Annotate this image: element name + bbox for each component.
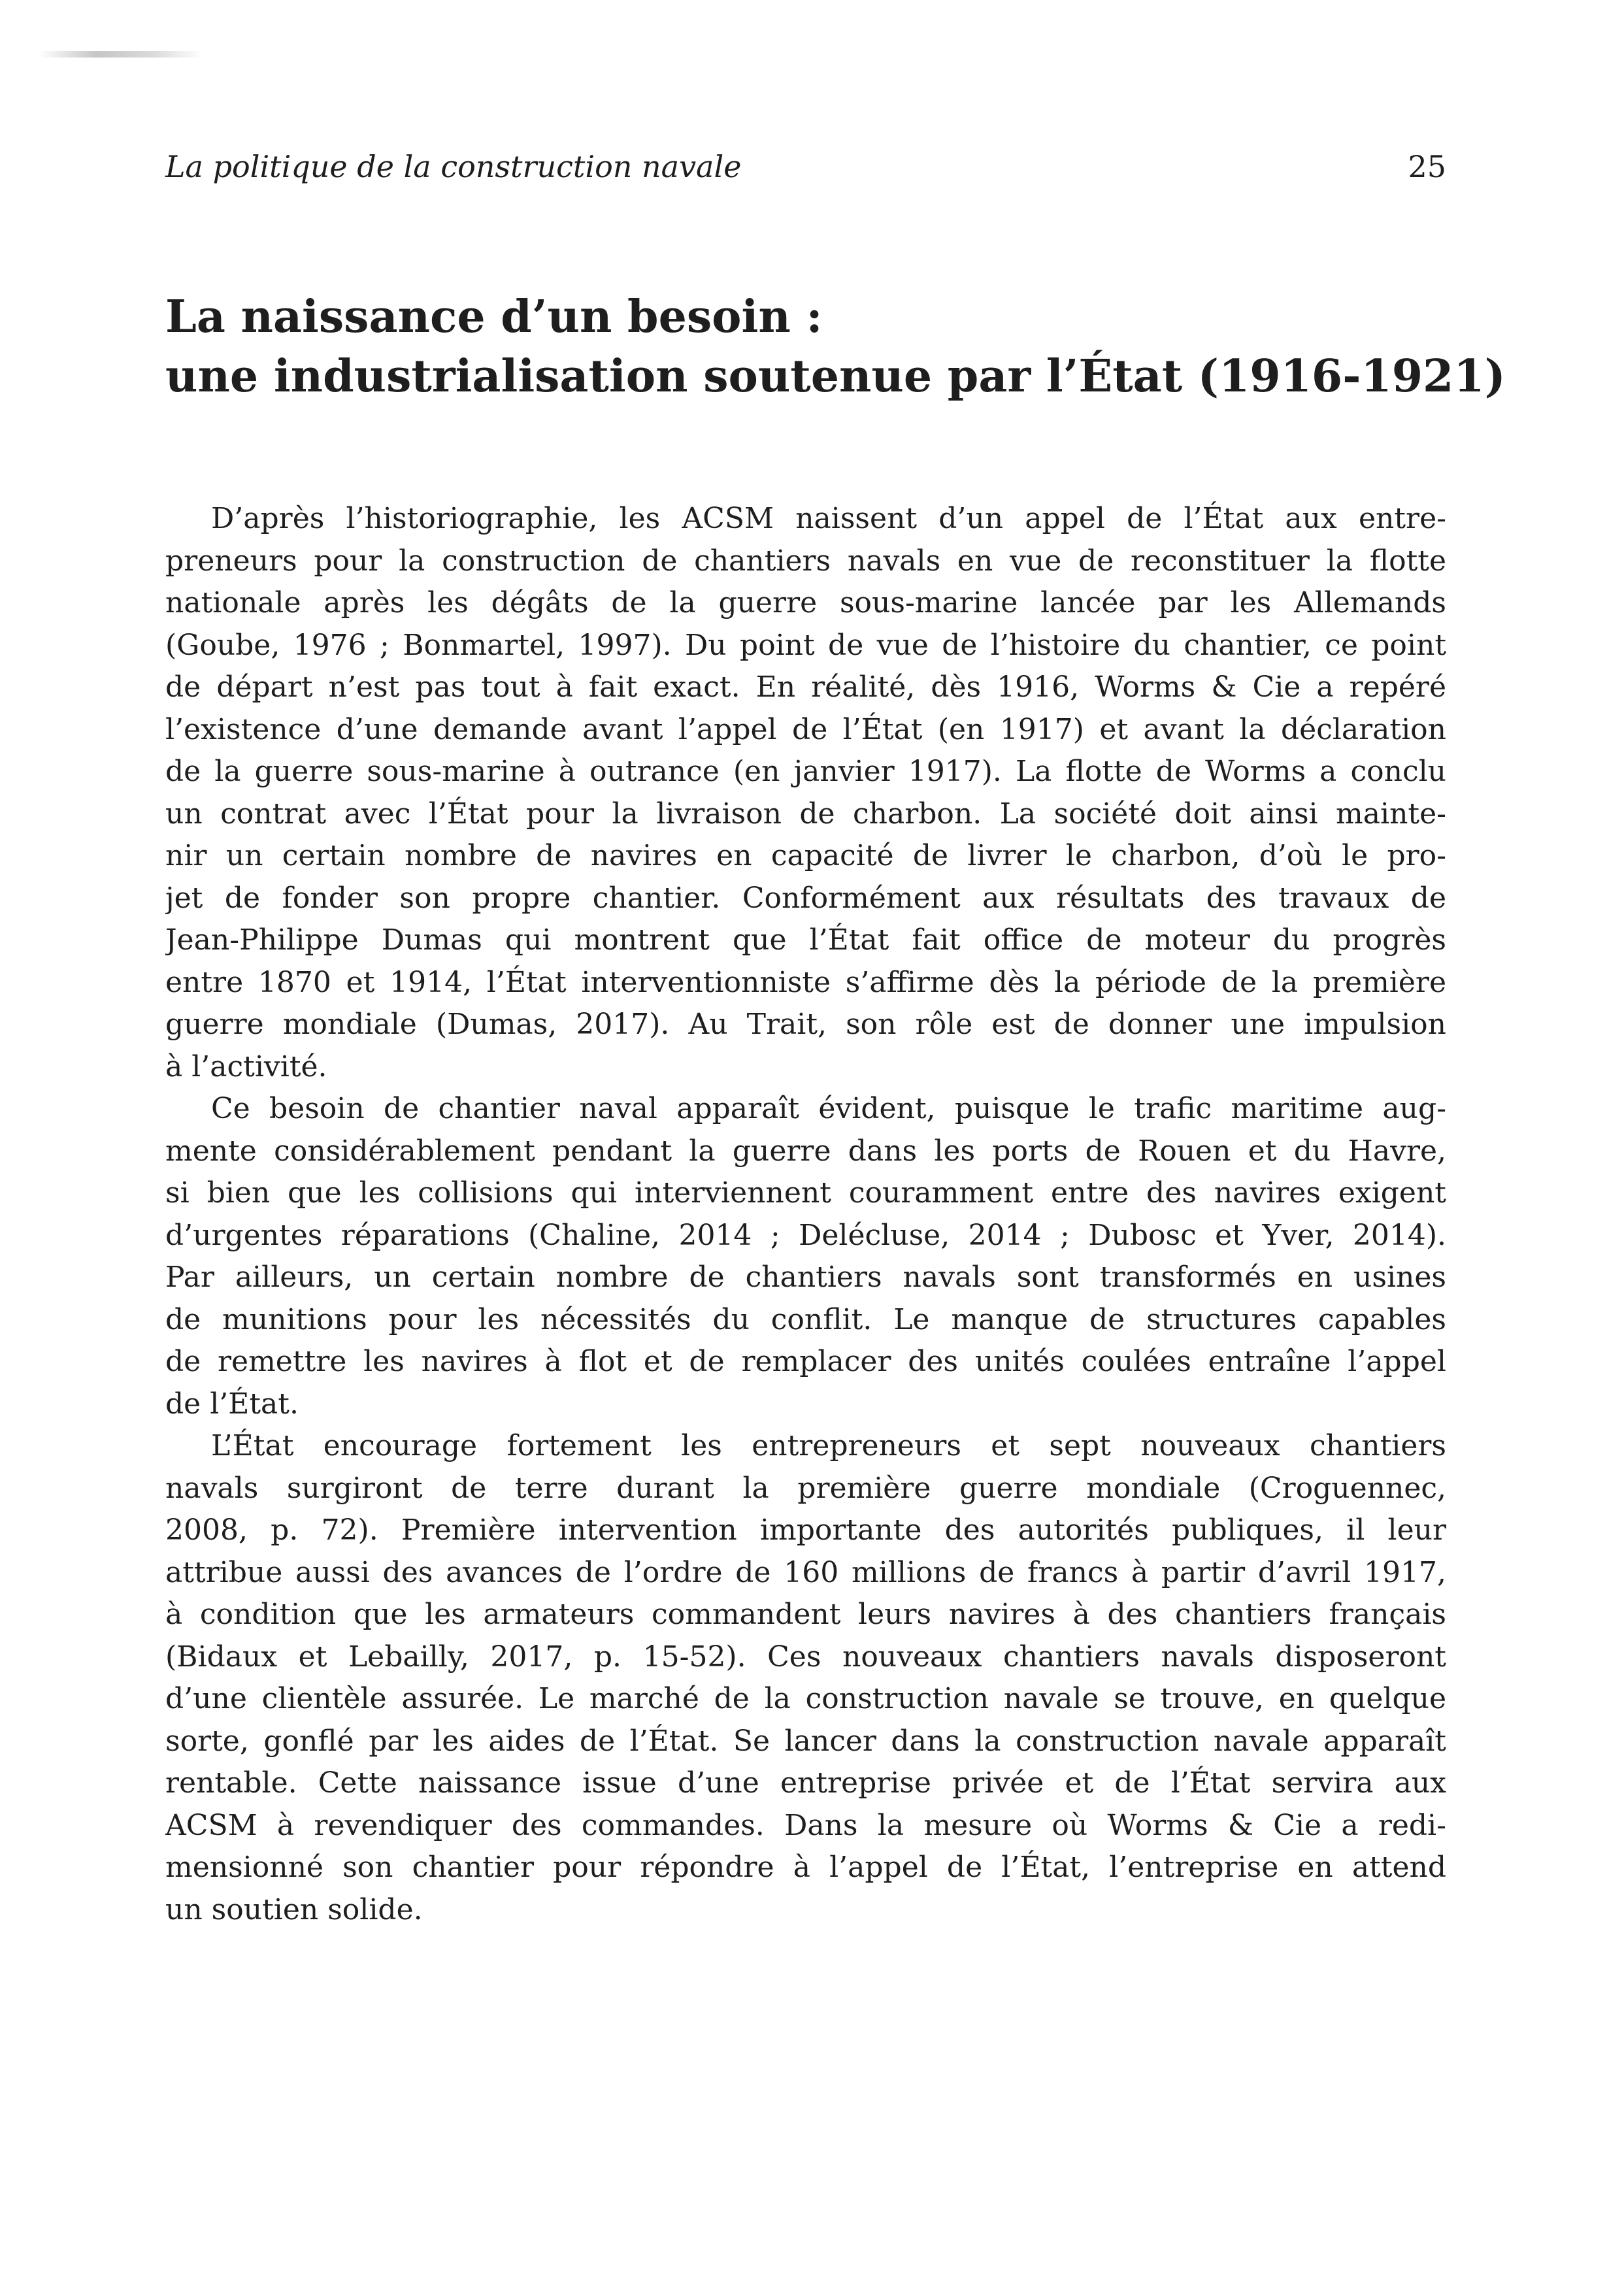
- paragraph-2: [165, 1088, 1446, 1425]
- page-number: 25: [1408, 149, 1446, 184]
- text-line: Par ailleurs, un certain nombre de chantiers navals sont transformés en usines: [165, 1261, 1446, 1294]
- running-title: La politique de la construction navale: [165, 149, 742, 184]
- text-line: nir un certain nombre de navires en capacité de livrer le charbon, d’où le pro-: [165, 839, 1446, 872]
- text-line: mensionné son chantier pour répondre à l’appel de l’État, l’entreprise en attend: [165, 1851, 1446, 1884]
- text-line: entre 1870 et 1914, l’État interventionniste s’affirme dès la période de la première: [165, 965, 1446, 999]
- text-line: jet de fonder son propre chantier. Conformément aux résultats des travaux de: [165, 881, 1446, 915]
- text-line: l’existence d’une demande avant l’appel de l’État (en 1917) et avant la déclaration: [165, 712, 1446, 746]
- text-line: de l’État.: [165, 1387, 299, 1421]
- text-line: ACSM à revendiquer des commandes. Dans la mesure où Worms & Cie a redi-: [165, 1808, 1446, 1842]
- text-line: guerre mondiale (Dumas, 2017). Au Trait, son rôle est de donner une impulsion: [165, 1008, 1446, 1041]
- text-line: de départ n’est pas tout à fait exact. En réalité, dès 1916, Worms & Cie a repéré: [165, 670, 1446, 704]
- text-line: 2008, p. 72). Première intervention importante des autorités publiques, il leur: [165, 1513, 1446, 1547]
- chapter-title-line-2: une industrialisation soutenue par l’État (1916-1921): [165, 350, 1506, 403]
- text-line: sorte, gonflé par les aides de l’État. Se lancer dans la construction navale apparaît: [165, 1724, 1446, 1758]
- text-line: d’une clientèle assurée. Le marché de la construction navale se trouve, en quelque: [165, 1682, 1446, 1715]
- text-line: Jean-Philippe Dumas qui montrent que l’État fait office de moteur du progrès: [165, 923, 1446, 957]
- text-line: à condition que les armateurs commandent leurs navires à des chantiers français: [165, 1598, 1446, 1631]
- text-line: si bien que les collisions qui interviennent couramment entre des navires exigent: [165, 1176, 1446, 1210]
- paragraph-1: [165, 498, 1446, 1088]
- text-line: (Bidaux et Lebailly, 2017, p. 15-52). Ces nouveaux chantiers navals disposeront: [165, 1640, 1446, 1674]
- text-line: d’urgentes réparations (Chaline, 2014 ; Delécluse, 2014 ; Dubosc et Yver, 2014).: [165, 1218, 1446, 1252]
- chapter-title: [165, 288, 1506, 406]
- text-line: mente considérablement pendant la guerre dans les ports de Rouen et du Havre,: [165, 1134, 1446, 1168]
- text-line: nationale après les dégâts de la guerre sous-marine lancée par les Allemands: [165, 586, 1446, 619]
- text-line: de remettre les navires à flot et de remplacer des unités coulées entraîne l’appel: [165, 1345, 1446, 1378]
- text-line: un contrat avec l’État pour la livraison de charbon. La société doit ainsi mainte-: [165, 797, 1446, 831]
- body-text: [165, 498, 1446, 1931]
- text-line: Ce besoin de chantier naval apparaît évident, puisque le trafic maritime aug-: [211, 1092, 1446, 1125]
- text-line: à l’activité.: [165, 1049, 327, 1083]
- running-header: [165, 147, 1446, 193]
- text-line: de la guerre sous-marine à outrance (en janvier 1917). La flotte de Worms a conclu: [165, 755, 1446, 788]
- scan-artifact: [39, 51, 203, 58]
- paragraph-3: [165, 1425, 1446, 1931]
- text-line: preneurs pour la construction de chantiers navals en vue de reconstituer la flotte: [165, 544, 1446, 578]
- text-line: navals surgiront de terre durant la première guerre mondiale (Croguennec,: [165, 1471, 1446, 1505]
- text-line: D’après l’historiographie, les ACSM naissent d’un appel de l’État aux entre-: [211, 502, 1446, 535]
- text-line: attribue aussi des avances de l’ordre de 160 millions de francs à partir d’avril 1917,: [165, 1555, 1446, 1589]
- text-line: L’État encourage fortement les entrepreneurs et sept nouveaux chantiers: [211, 1429, 1446, 1462]
- text-line: de munitions pour les nécessités du conflit. Le manque de structures capables: [165, 1302, 1446, 1336]
- text-line: (Goube, 1976 ; Bonmartel, 1997). Du point de vue de l’histoire du chantier, ce point: [165, 628, 1446, 662]
- chapter-title-line-1: La naissance d’un besoin :: [165, 291, 823, 343]
- text-line: rentable. Cette naissance issue d’une entreprise privée et de l’État servira aux: [165, 1766, 1446, 1800]
- text-line: un soutien solide.: [165, 1892, 423, 1926]
